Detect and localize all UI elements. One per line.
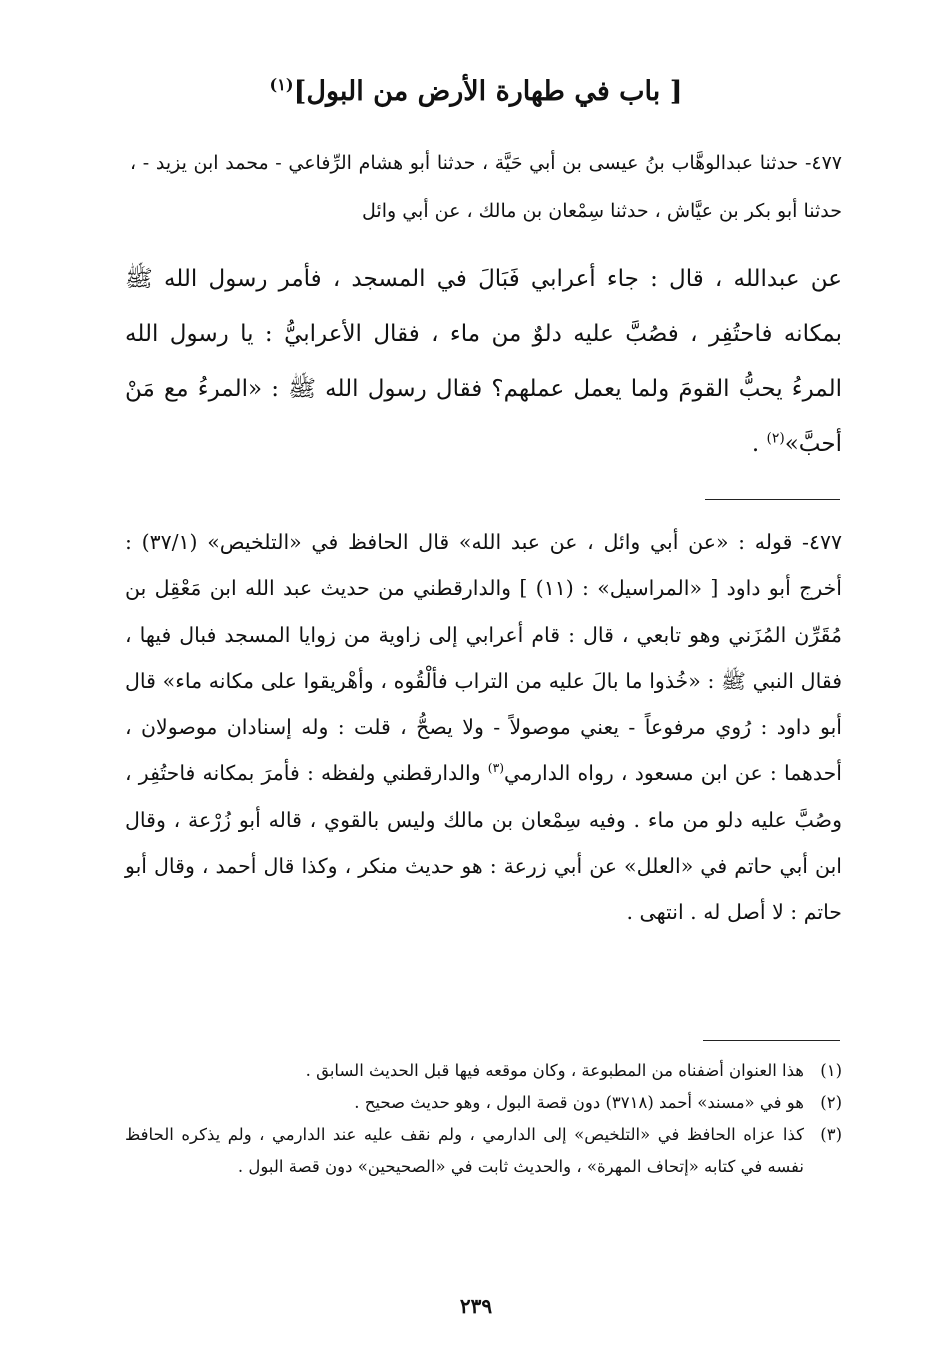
footnote-item: [125, 1119, 842, 1183]
page-number: ٢٣٩: [459, 1294, 493, 1318]
footnote-number: (٣): [820, 1125, 842, 1144]
footnote-text: هو في «مسند» أحمد (٣٧١٨) دون قصة البول ، وهو حديث صحيح .: [354, 1093, 804, 1112]
hadith-matn: [125, 252, 842, 472]
footnote-text: هذا العنوان أضفناه من المطبوعة ، وكان موقعه فيها قبل الحديث السابق .: [305, 1061, 804, 1080]
chapter-heading: [100, 72, 852, 112]
footnote-item: [125, 1055, 842, 1087]
footnote-separator-rule: [703, 1040, 840, 1041]
footnote-marker: (١): [269, 75, 294, 94]
footnote-number: (٢): [820, 1093, 842, 1112]
commentary-text-continued: والدارقطني ولفظه : فأمرَ بمكانه فاحتُفِر ، وصُبَّ عليه دلو من ماء . وفيه سِمْعان بن مالك وليس بالقوي ، قاله أبو زُرْعة ، وقال ابن أبي حاتم في «العلل» عن أبي زرعة : هو حديث منكر ، وكذا قال أحمد ، وقال أبو حاتم : لا أصل له . انتهى .: [125, 761, 842, 925]
hadith-isnad: ٤٧٧- حدثنا عبدالوهَّاب بنُ عيسى بن أبي حَيَّة ، حدثنا أبو هشام الرِّفاعي - محمد ابن يزيد - ، حدثنا أبو بكر بن عيَّاش ، حدثنا سِمْعان بن مالك ، عن أبي وائل: [130, 152, 842, 222]
footnote-marker: (٢): [766, 430, 785, 447]
text-separator-rule: [705, 499, 840, 500]
footnote-item: [125, 1087, 842, 1119]
commentary-text: ٤٧٧- قوله : «عن أبي وائل ، عن عبد الله» قال الحافظ في «التلخيص» (٣٧/١) : أخرج أبو داود [ «المراسيل» : (١١) ] والدارقطني من حديث عبد الله ابن مَعْقِل بن مُقَرِّن المُزَني وهو تابعي ، قال : قام أعرابي إلى زاوية من زوايا المسجد فبال فيها ، فقال النبي ﷺ : «خُذوا ما بالَ عليه من التراب فألْقُوه ، وأهْريقوا على مكانه ماء» قال أبو داود : رُوي مرفوعاً - يعني موصولاً - ولا يصحُّ ، قلت : وله إسنادان موصولان ، أحدهما : عن ابن مسعود ، رواه الدارمي: [125, 530, 843, 786]
commentary: [125, 519, 842, 936]
footnotes: [125, 1055, 842, 1183]
footnote-marker: (٣): [487, 761, 505, 776]
hadith-end: .: [751, 431, 767, 457]
chapter-title: [ باب في طهارة الأرض من البول]: [293, 76, 683, 107]
hadith-text: عن عبدالله ، قال : جاء أعرابي فَبَالَ في المسجد ، فأمر رسول الله ﷺ بمكانه فاحتُفِر ، فصُبَّ عليه دلوٌ من ماء ، فقال الأعرابيُّ : يا رسول الله المرءُ يحبُّ القومَ ولما يعمل عملهم؟ فقال رسول الله ﷺ : «المرءُ مع مَنْ أحبَّ»: [125, 266, 842, 457]
footnote-number: (١): [820, 1061, 842, 1080]
footnote-text: كذا عزاه الحافظ في «التلخيص» إلى الدارمي ، ولم نقف عليه عند الدارمي ، ولم يذكره الحافظ نفسه في كتابه «إتحاف المهرة» ، والحديث ثابت في «الصحيحين» دون قصة البول .: [125, 1125, 804, 1176]
